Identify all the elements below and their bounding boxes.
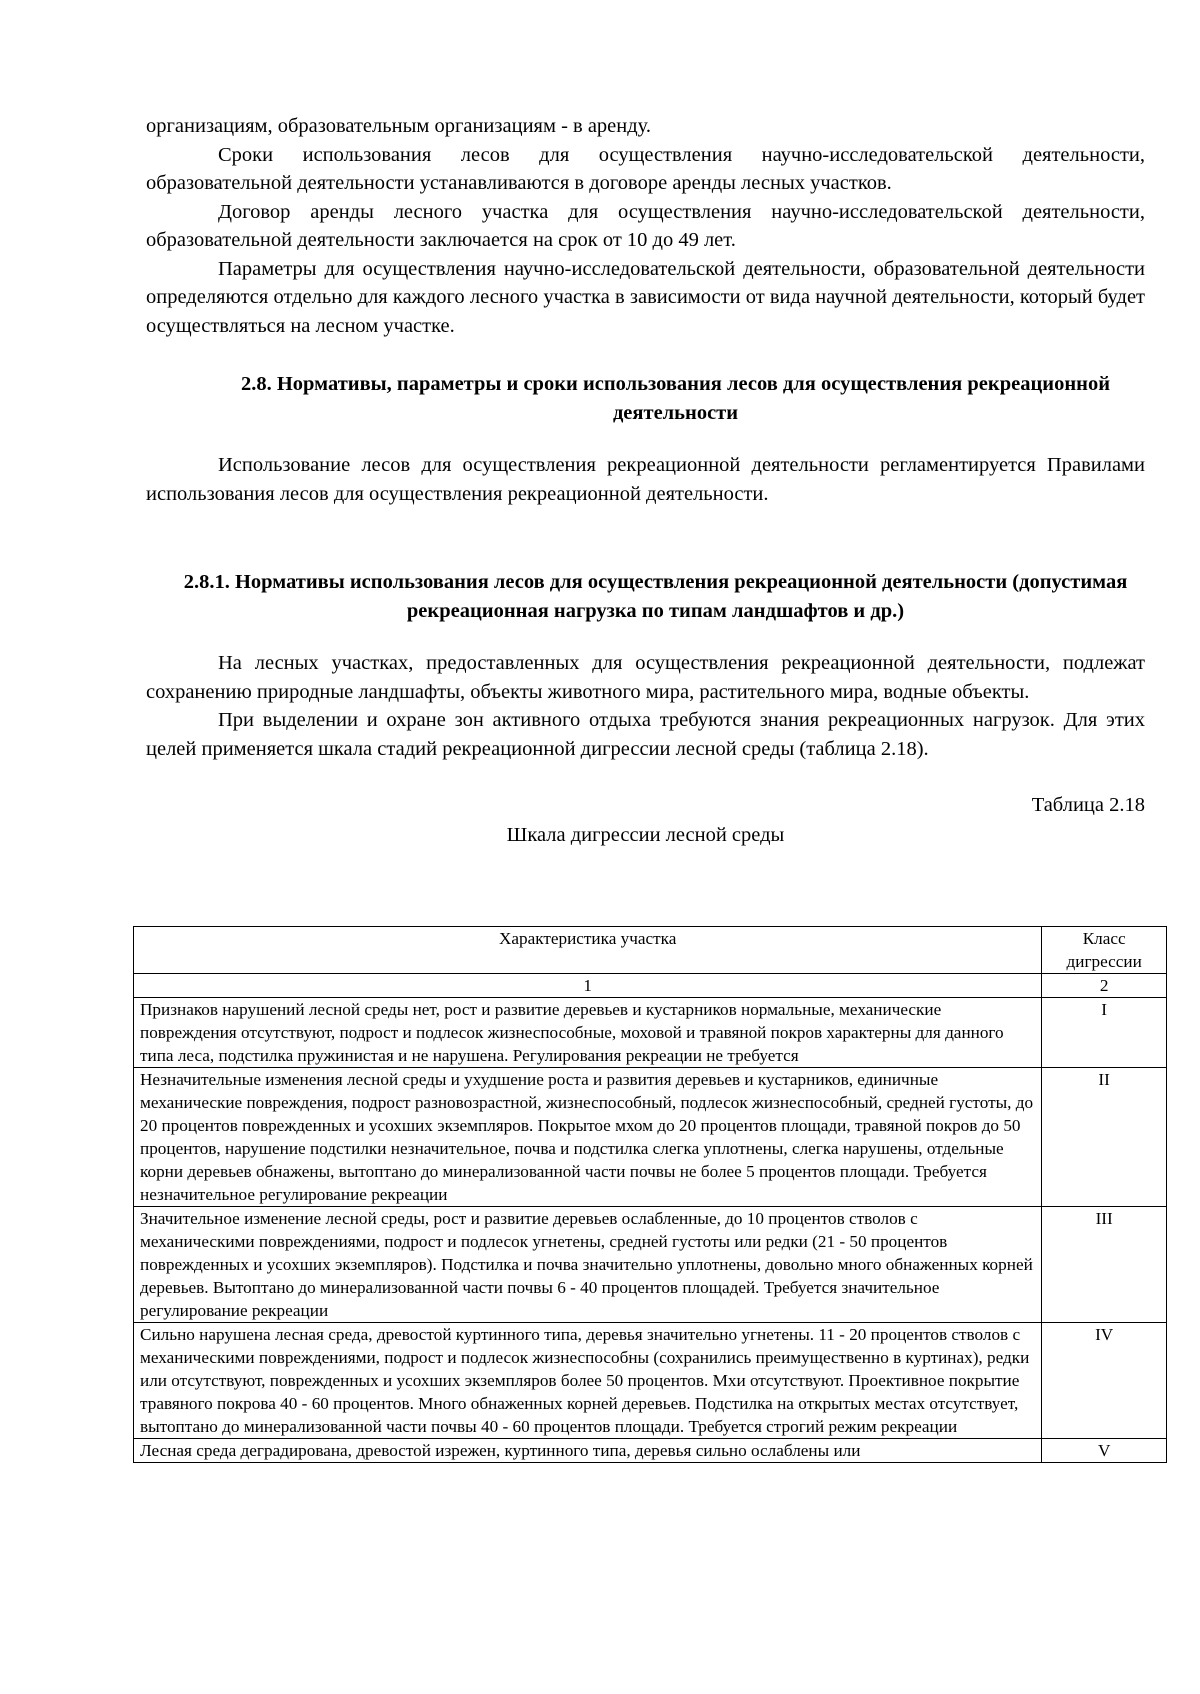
table-title: Шкала дигрессии лесной среды [506, 824, 785, 846]
section-heading-2-8: 2.8. Нормативы, параметры и сроки использования лесов для осуществления рекреационной деятельности [240, 373, 1111, 424]
section-heading-2-8-1: 2.8.1. Нормативы использования лесов для осуществления рекреационной деятельности (допустимая рекреационная нагрузка по типам ландшафтов и др.) [183, 571, 1128, 622]
column-number: 2 [1042, 974, 1167, 998]
row-class: IV [1042, 1323, 1167, 1439]
digression-scale-table [133, 926, 1167, 1463]
table-column-numbers-row [134, 974, 1167, 998]
row-description: Лесная среда деградирована, древостой изрежен, куртинного типа, деревья сильно ослаблены или [134, 1439, 1042, 1463]
table-row [134, 1068, 1167, 1207]
row-description: Сильно нарушена лесная среда, древостой куртинного типа, деревья значительно угнетены. 11 - 20 процентов стволов с механическими повреждениями, подрост и подлесок жизнеспособны (сохранились преимущественно в куртинах), редки или отсутствуют, поврежденных и усохших экземпляров более 50 процентов. Мхи отсутствуют. Проективное покрытие травяного покрова 40 - 60 процентов. Много обнаженных корней деревьев. Подстилка на открытых местах отсутствует, вытоптано до минерализованной части почвы 40 - 60 процентов площади. Требуется строгий режим рекреации [134, 1323, 1042, 1439]
row-class: III [1042, 1207, 1167, 1323]
row-class: II [1042, 1068, 1167, 1207]
paragraph: Договор аренды лесного участка для осуществления научно-исследовательской деятельности, образовательной деятельности заключается на срок от 10 до 49 лет. [146, 200, 1145, 251]
column-number: 1 [134, 974, 1042, 998]
paragraph: организациям, образовательным организациям - в аренду. [146, 115, 651, 137]
row-description: Признаков нарушений лесной среды нет, рост и развитие деревьев и кустарников нормальные, механические повреждения отсутствуют, подрост и подлесок жизнеспособные, моховой и травяной покров характерны для данного типа леса, подстилка пружинистая и не нарушена. Регулирования рекреации не требуется [134, 998, 1042, 1068]
paragraph: Параметры для осуществления научно-исследовательской деятельности, образовательной деятельности определяются отдельно для каждого лесного участка в зависимости от вида научной деятельности, который будет осуществляться на лесном участке. [146, 257, 1145, 337]
table-row [134, 1439, 1167, 1463]
row-class: I [1042, 998, 1167, 1068]
row-description: Значительное изменение лесной среды, рост и развитие деревьев ослабленные, до 10 процентов стволов с механическими повреждениями, подрост и подлесок угнетены, средней густоты или редки (21 - 50 процентов поврежденных и усохших экземпляров). Подстилка и почва значительно уплотнены, довольно много обнаженных корней деревьев. Вытоптано до минерализованной части почвы 6 - 40 процентов площадей. Требуется значительное регулирование рекреации [134, 1207, 1042, 1323]
paragraph: При выделении и охране зон активного отдыха требуются знания рекреационных нагрузок. Для этих целей применяется шкала стадий рекреационной дигрессии лесной среды (таблица 2.18). [146, 709, 1145, 760]
header-class: Класс дигрессии [1042, 927, 1167, 974]
paragraph: Использование лесов для осуществления рекреационной деятельности регламентируется Правилами использования лесов для осуществления рекреационной деятельности. [146, 454, 1145, 505]
paragraph: На лесных участках, предоставленных для осуществления рекреационной деятельности, подлежат сохранению природные ландшафты, объекты животного мира, растительного мира, водные объекты. [146, 652, 1145, 703]
paragraph: Сроки использования лесов для осуществления научно-исследовательской деятельности, образовательной деятельности устанавливаются в договоре аренды лесных участков. [146, 143, 1145, 194]
table-header-row [134, 927, 1167, 974]
document-page [146, 112, 1145, 849]
row-class: V [1042, 1439, 1167, 1463]
table-row [134, 998, 1167, 1068]
table-row [134, 1323, 1167, 1439]
row-description: Незначительные изменения лесной среды и ухудшение роста и развития деревьев и кустарников, единичные механические повреждения, подрост разновозрастной, жизнеспособный, подлесок жизнеспособный, средней густоты, до 20 процентов поврежденных и усохших экземпляров. Покрытое мхом до 20 процентов площади, травяной покров до 50 процентов, нарушение подстилки незначительное, почва и подстилка слегка уплотнены, слегка нарушены, отдельные корни деревьев обнажены, вытоптано до минерализованной части почвы не более 5 процентов площади. Требуется незначительное регулирование рекреации [134, 1068, 1042, 1207]
header-characteristic: Характеристика участка [134, 927, 1042, 974]
table-row [134, 1207, 1167, 1323]
table-number: Таблица 2.18 [1031, 794, 1145, 816]
